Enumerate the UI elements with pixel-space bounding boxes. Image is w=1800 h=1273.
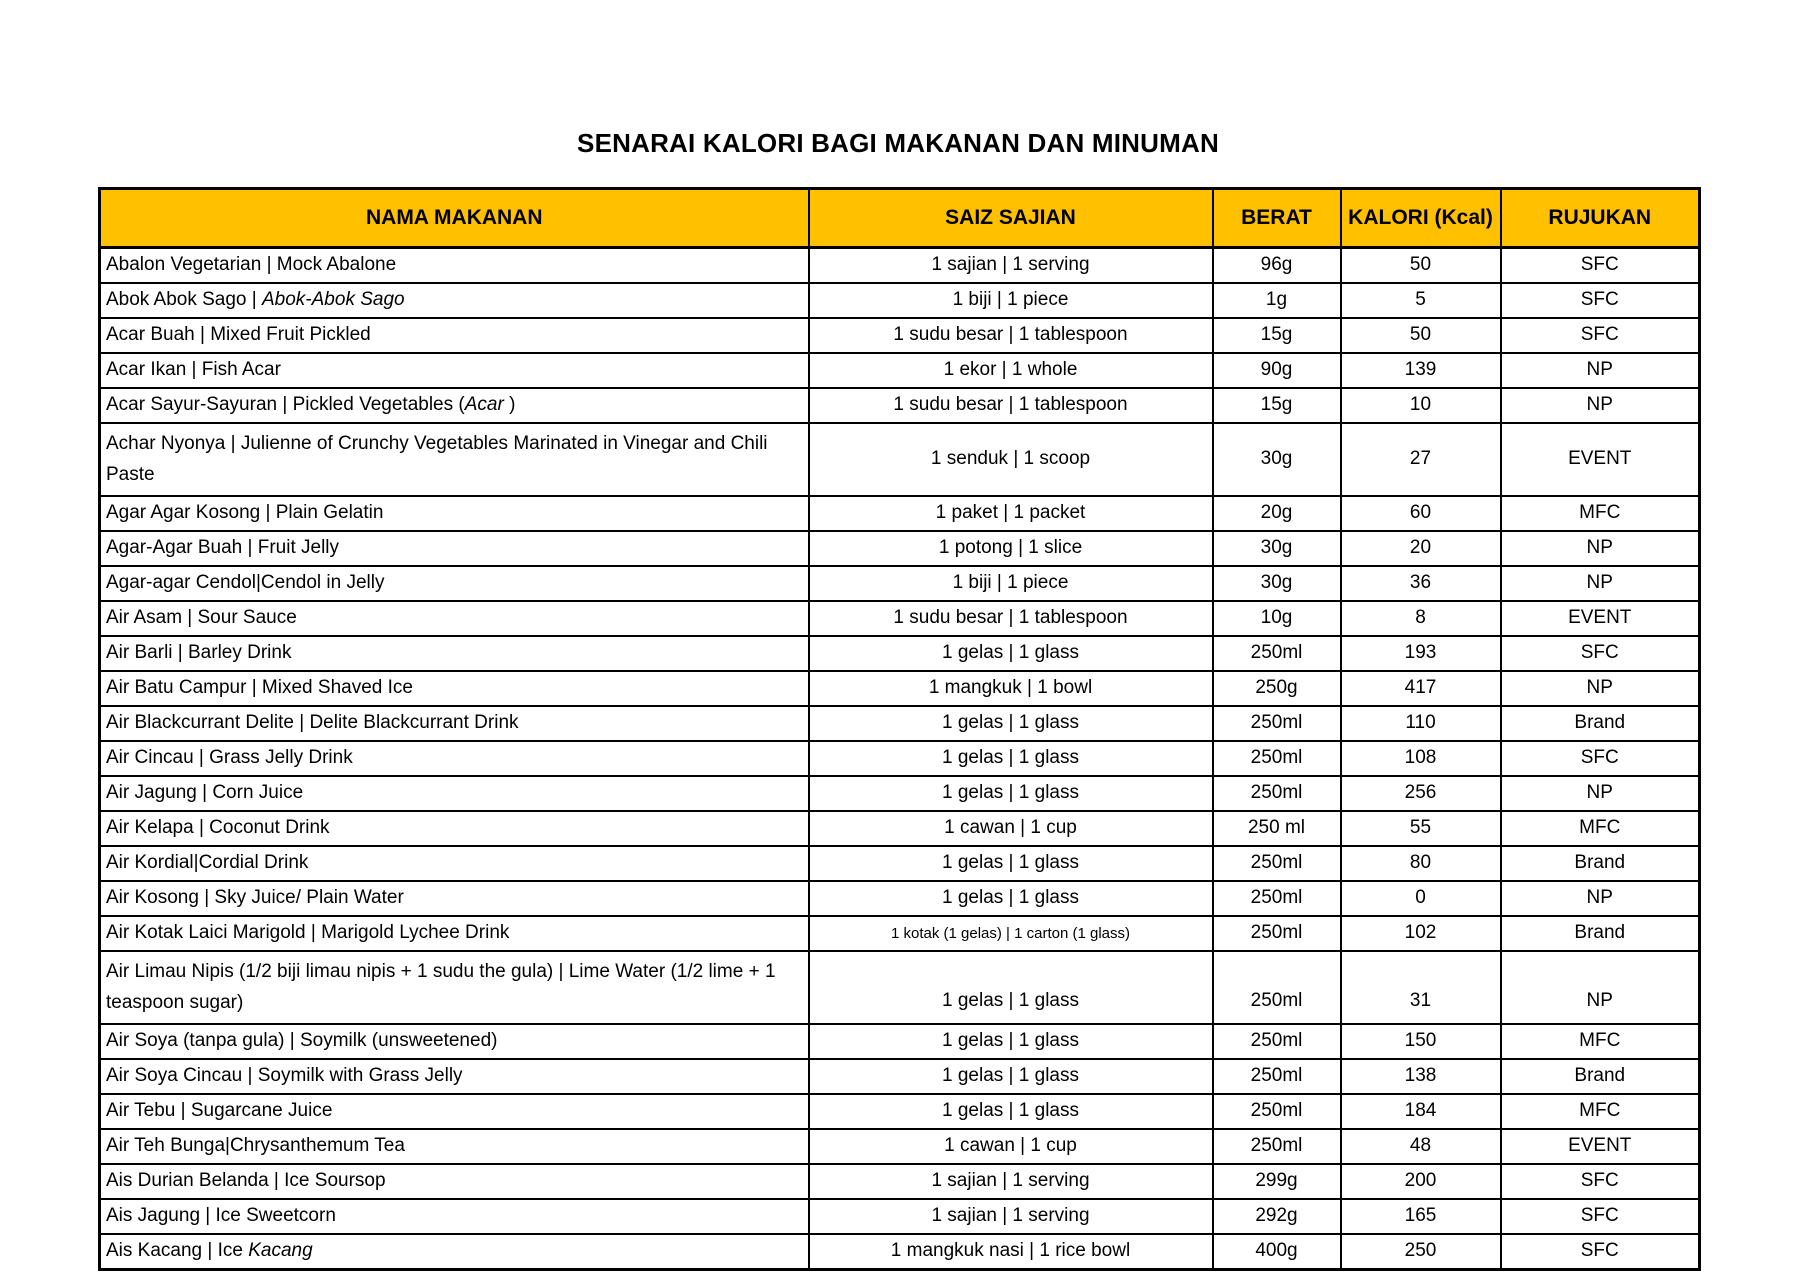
cell-saiz-sajian: 1 biji | 1 piece <box>809 566 1213 601</box>
cell-kalori: 110 <box>1341 706 1501 741</box>
cell-nama-makanan: Abalon Vegetarian | Mock Abalone <box>100 248 809 284</box>
cell-berat: 20g <box>1213 496 1341 531</box>
cell-rujukan: NP <box>1501 531 1700 566</box>
cell-rujukan: SFC <box>1501 741 1700 776</box>
table-row <box>100 496 1700 531</box>
cell-saiz-sajian: 1 kotak (1 gelas) | 1 carton (1 glass) <box>809 916 1213 951</box>
cell-kalori: 193 <box>1341 636 1501 671</box>
cell-saiz-sajian: 1 sudu besar | 1 tablespoon <box>809 388 1213 423</box>
cell-kalori: 108 <box>1341 741 1501 776</box>
cell-berat: 250ml <box>1213 1059 1341 1094</box>
table-row <box>100 846 1700 881</box>
cell-berat: 30g <box>1213 566 1341 601</box>
cell-rujukan: NP <box>1501 776 1700 811</box>
column-header-rujukan: RUJUKAN <box>1501 189 1700 248</box>
cell-berat: 250ml <box>1213 1129 1341 1164</box>
cell-saiz-sajian: 1 mangkuk nasi | 1 rice bowl <box>809 1234 1213 1270</box>
cell-rujukan: EVENT <box>1501 423 1700 496</box>
cell-kalori: 165 <box>1341 1199 1501 1234</box>
cell-kalori: 20 <box>1341 531 1501 566</box>
cell-saiz-sajian: 1 sudu besar | 1 tablespoon <box>809 318 1213 353</box>
cell-berat: 250ml <box>1213 636 1341 671</box>
cell-saiz-sajian: 1 cawan | 1 cup <box>809 811 1213 846</box>
table-row <box>100 388 1700 423</box>
cell-kalori: 5 <box>1341 283 1501 318</box>
cell-berat: 250ml <box>1213 741 1341 776</box>
cell-nama-makanan: Air Kordial|Cordial Drink <box>100 846 809 881</box>
cell-saiz-sajian: 1 gelas | 1 glass <box>809 636 1213 671</box>
table-row <box>100 283 1700 318</box>
table-row <box>100 916 1700 951</box>
cell-nama-makanan: Air Barli | Barley Drink <box>100 636 809 671</box>
table-header-row <box>100 189 1700 248</box>
table-row <box>100 1129 1700 1164</box>
cell-saiz-sajian: 1 sajian | 1 serving <box>809 1199 1213 1234</box>
table-row <box>100 951 1700 1024</box>
cell-kalori: 48 <box>1341 1129 1501 1164</box>
page-title: SENARAI KALORI BAGI MAKANAN DAN MINUMAN <box>577 128 1219 158</box>
cell-nama-makanan: Air Batu Campur | Mixed Shaved Ice <box>100 671 809 706</box>
cell-berat: 250ml <box>1213 881 1341 916</box>
table-row <box>100 566 1700 601</box>
cell-nama-makanan: Air Limau Nipis (1/2 biji limau nipis + 1 sudu the gula) | Lime Water (1/2 lime + 1 teaspoon sugar) <box>100 951 809 1024</box>
table-row <box>100 531 1700 566</box>
cell-kalori: 250 <box>1341 1234 1501 1270</box>
cell-kalori: 139 <box>1341 353 1501 388</box>
cell-nama-makanan: Ais Kacang | Ice Kacang <box>100 1234 809 1270</box>
table-row <box>100 1164 1700 1199</box>
cell-nama-makanan: Air Soya Cincau | Soymilk with Grass Jelly <box>100 1059 809 1094</box>
column-header-kalori: KALORI (Kcal) <box>1341 189 1501 248</box>
cell-rujukan: SFC <box>1501 248 1700 284</box>
cell-berat: 1g <box>1213 283 1341 318</box>
column-header-saiz-sajian: SAIZ SAJIAN <box>809 189 1213 248</box>
table-row <box>100 776 1700 811</box>
cell-nama-makanan: Achar Nyonya | Julienne of Crunchy Vegetables Marinated in Vinegar and Chili Paste <box>100 423 809 496</box>
cell-saiz-sajian: 1 biji | 1 piece <box>809 283 1213 318</box>
cell-saiz-sajian: 1 sajian | 1 serving <box>809 1164 1213 1199</box>
cell-nama-makanan: Air Kelapa | Coconut Drink <box>100 811 809 846</box>
table-row <box>100 1024 1700 1059</box>
cell-kalori: 8 <box>1341 601 1501 636</box>
cell-saiz-sajian: 1 gelas | 1 glass <box>809 881 1213 916</box>
cell-kalori: 80 <box>1341 846 1501 881</box>
cell-rujukan: SFC <box>1501 1234 1700 1270</box>
table-row <box>100 353 1700 388</box>
cell-rujukan: MFC <box>1501 1024 1700 1059</box>
cell-saiz-sajian: 1 gelas | 1 glass <box>809 1059 1213 1094</box>
cell-nama-makanan: Agar-agar Cendol|Cendol in Jelly <box>100 566 809 601</box>
cell-berat: 30g <box>1213 423 1341 496</box>
cell-kalori: 10 <box>1341 388 1501 423</box>
cell-nama-makanan: Air Blackcurrant Delite | Delite Blackcurrant Drink <box>100 706 809 741</box>
cell-berat: 250ml <box>1213 1094 1341 1129</box>
cell-saiz-sajian: 1 gelas | 1 glass <box>809 706 1213 741</box>
cell-rujukan: NP <box>1501 566 1700 601</box>
cell-berat: 15g <box>1213 388 1341 423</box>
cell-rujukan: Brand <box>1501 846 1700 881</box>
cell-nama-makanan: Air Jagung | Corn Juice <box>100 776 809 811</box>
cell-kalori: 60 <box>1341 496 1501 531</box>
cell-berat: 400g <box>1213 1234 1341 1270</box>
cell-berat: 250ml <box>1213 846 1341 881</box>
cell-rujukan: Brand <box>1501 916 1700 951</box>
cell-saiz-sajian: 1 gelas | 1 glass <box>809 1024 1213 1059</box>
cell-rujukan: NP <box>1501 881 1700 916</box>
cell-rujukan: SFC <box>1501 1199 1700 1234</box>
cell-kalori: 102 <box>1341 916 1501 951</box>
cell-nama-makanan: Air Asam | Sour Sauce <box>100 601 809 636</box>
column-header-berat: BERAT <box>1213 189 1341 248</box>
cell-nama-makanan: Acar Sayur-Sayuran | Pickled Vegetables (Acar ) <box>100 388 809 423</box>
cell-berat: 250ml <box>1213 951 1341 1024</box>
cell-kalori: 31 <box>1341 951 1501 1024</box>
cell-berat: 10g <box>1213 601 1341 636</box>
cell-berat: 250ml <box>1213 916 1341 951</box>
cell-kalori: 0 <box>1341 881 1501 916</box>
table-row <box>100 1059 1700 1094</box>
column-header-nama-makanan: NAMA MAKANAN <box>100 189 809 248</box>
cell-berat: 292g <box>1213 1199 1341 1234</box>
cell-rujukan: Brand <box>1501 706 1700 741</box>
cell-saiz-sajian: 1 gelas | 1 glass <box>809 1094 1213 1129</box>
table-row <box>100 636 1700 671</box>
cell-nama-makanan: Agar-Agar Buah | Fruit Jelly <box>100 531 809 566</box>
cell-saiz-sajian: 1 senduk | 1 scoop <box>809 423 1213 496</box>
cell-kalori: 256 <box>1341 776 1501 811</box>
cell-rujukan: Brand <box>1501 1059 1700 1094</box>
cell-rujukan: SFC <box>1501 318 1700 353</box>
cell-berat: 250 ml <box>1213 811 1341 846</box>
cell-rujukan: EVENT <box>1501 601 1700 636</box>
cell-rujukan: SFC <box>1501 636 1700 671</box>
cell-rujukan: NP <box>1501 671 1700 706</box>
cell-rujukan: MFC <box>1501 496 1700 531</box>
cell-nama-makanan: Abok Abok Sago | Abok-Abok Sago <box>100 283 809 318</box>
cell-nama-makanan: Air Teh Bunga|Chrysanthemum Tea <box>100 1129 809 1164</box>
cell-rujukan: NP <box>1501 951 1700 1024</box>
calorie-table <box>98 187 1701 1271</box>
cell-saiz-sajian: 1 cawan | 1 cup <box>809 1129 1213 1164</box>
cell-saiz-sajian: 1 paket | 1 packet <box>809 496 1213 531</box>
cell-saiz-sajian: 1 gelas | 1 glass <box>809 741 1213 776</box>
cell-nama-makanan: Air Soya (tanpa gula) | Soymilk (unsweetened) <box>100 1024 809 1059</box>
table-row <box>100 811 1700 846</box>
table-row <box>100 1199 1700 1234</box>
table-row <box>100 318 1700 353</box>
cell-kalori: 200 <box>1341 1164 1501 1199</box>
cell-berat: 250g <box>1213 671 1341 706</box>
cell-berat: 90g <box>1213 353 1341 388</box>
cell-nama-makanan: Ais Durian Belanda | Ice Soursop <box>100 1164 809 1199</box>
cell-saiz-sajian: 1 mangkuk | 1 bowl <box>809 671 1213 706</box>
cell-saiz-sajian: 1 sudu besar | 1 tablespoon <box>809 601 1213 636</box>
cell-kalori: 150 <box>1341 1024 1501 1059</box>
cell-berat: 299g <box>1213 1164 1341 1199</box>
table-row <box>100 248 1700 284</box>
cell-saiz-sajian: 1 gelas | 1 glass <box>809 776 1213 811</box>
cell-nama-makanan: Air Kotak Laici Marigold | Marigold Lychee Drink <box>100 916 809 951</box>
cell-berat: 250ml <box>1213 1024 1341 1059</box>
cell-nama-makanan: Ais Jagung | Ice Sweetcorn <box>100 1199 809 1234</box>
cell-nama-makanan: Agar Agar Kosong | Plain Gelatin <box>100 496 809 531</box>
cell-nama-makanan: Air Tebu | Sugarcane Juice <box>100 1094 809 1129</box>
table-row <box>100 741 1700 776</box>
cell-rujukan: EVENT <box>1501 1129 1700 1164</box>
table-body <box>100 248 1700 1270</box>
cell-saiz-sajian: 1 gelas | 1 glass <box>809 846 1213 881</box>
table-row <box>100 601 1700 636</box>
cell-kalori: 50 <box>1341 318 1501 353</box>
cell-saiz-sajian: 1 sajian | 1 serving <box>809 248 1213 284</box>
cell-rujukan: SFC <box>1501 1164 1700 1199</box>
cell-kalori: 417 <box>1341 671 1501 706</box>
cell-kalori: 50 <box>1341 248 1501 284</box>
cell-berat: 96g <box>1213 248 1341 284</box>
cell-saiz-sajian: 1 potong | 1 slice <box>809 531 1213 566</box>
cell-nama-makanan: Acar Buah | Mixed Fruit Pickled <box>100 318 809 353</box>
table-row <box>100 1234 1700 1270</box>
cell-rujukan: NP <box>1501 388 1700 423</box>
cell-saiz-sajian: 1 ekor | 1 whole <box>809 353 1213 388</box>
cell-kalori: 138 <box>1341 1059 1501 1094</box>
cell-rujukan: MFC <box>1501 811 1700 846</box>
cell-rujukan: NP <box>1501 353 1700 388</box>
cell-berat: 15g <box>1213 318 1341 353</box>
cell-berat: 250ml <box>1213 776 1341 811</box>
cell-nama-makanan: Air Cincau | Grass Jelly Drink <box>100 741 809 776</box>
cell-kalori: 184 <box>1341 1094 1501 1129</box>
table-row <box>100 881 1700 916</box>
table-row <box>100 423 1700 496</box>
cell-berat: 250ml <box>1213 706 1341 741</box>
cell-kalori: 27 <box>1341 423 1501 496</box>
cell-rujukan: MFC <box>1501 1094 1700 1129</box>
table-row <box>100 706 1700 741</box>
cell-saiz-sajian: 1 gelas | 1 glass <box>809 951 1213 1024</box>
table-row <box>100 1094 1700 1129</box>
cell-kalori: 55 <box>1341 811 1501 846</box>
cell-berat: 30g <box>1213 531 1341 566</box>
cell-nama-makanan: Air Kosong | Sky Juice/ Plain Water <box>100 881 809 916</box>
cell-kalori: 36 <box>1341 566 1501 601</box>
table-row <box>100 671 1700 706</box>
cell-nama-makanan: Acar Ikan | Fish Acar <box>100 353 809 388</box>
cell-rujukan: SFC <box>1501 283 1700 318</box>
